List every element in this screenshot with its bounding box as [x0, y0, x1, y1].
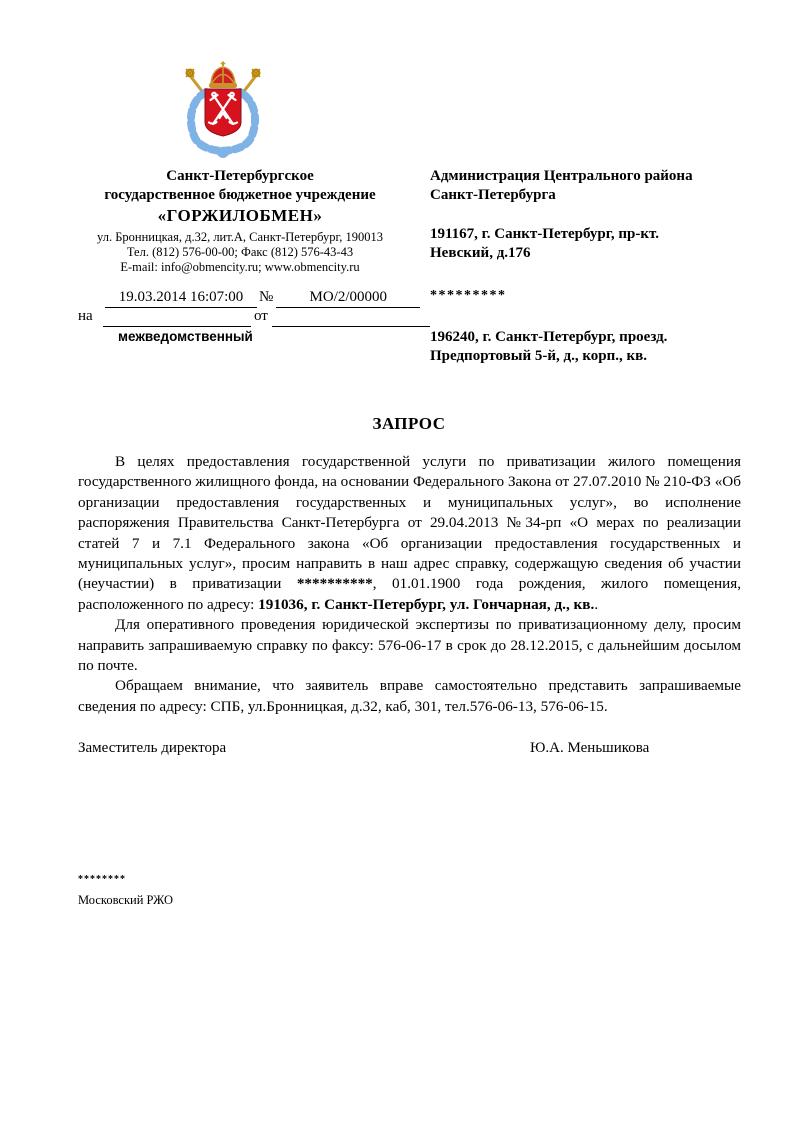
paragraph-2: Для оперативного проведения юридической экспертизы по приватизационному делу, просим направить запрашиваемую справку по факсу: 576-06-17 в срок до 28.12.2015, с дальнейшим досылом по почте. [78, 616, 741, 675]
letter-body [78, 452, 741, 717]
sender-address: ул. Бронницкая, д.32, лит.А, Санкт-Петербург, 190013 [97, 230, 383, 244]
reference-block [78, 289, 438, 344]
signer-name: Ю.А. Меньшикова [530, 740, 650, 756]
ot-label: от [254, 308, 268, 324]
paragraph-1 [78, 452, 741, 615]
spacer [430, 205, 760, 225]
sender-block [62, 167, 418, 275]
recipient-org-line2: Санкт-Петербурга [430, 187, 556, 203]
paragraph-1-property-address: 191036, г. Санкт-Петербург, ул. Гончарная, д., кв. [258, 595, 595, 613]
paragraph-1-end: . [594, 595, 599, 613]
na-label: на [78, 308, 93, 324]
recipient-address1-line1: 191167, г. Санкт-Петербург, пр-кт. [430, 226, 659, 242]
paragraph-1-text-2: , 01.01.1900 года рождения, жилого помещения, расположенного по адресу: [78, 575, 741, 613]
paragraph-1-masked-name: ********** [296, 575, 373, 593]
signature-row [78, 740, 741, 757]
reference-date-field: 19.03.2014 16:07:00 [105, 289, 257, 308]
footer-masked-code: ******** [78, 874, 126, 885]
recipient-org-line1: Администрация Центрального района [430, 168, 693, 184]
paragraph-1-text: В целях предоставления государственной услуги по приватизации жилого помещения государственного жилищного фонда, на основании Федерального Закона от 27.07.2010 № 210-ФЗ «Об организации предоставления государственных и муниципальных услуг», во исполнение распоряжения Правительства Санкт-Петербурга от 29.04.2013 №34-рп «О мерах по реализации статей 7 и 7.1 Федерального закона «Об организации предоставления государственных и муниципальных услуг», просим направить в наш адрес справку, содержащую сведения об участии (неучастии) в приватизации [78, 453, 741, 593]
spb-coat-of-arms-svg [176, 60, 270, 166]
paragraph-3: Обращаем внимание, что заявитель вправе самостоятельно представить запрашиваемые сведения по адресу: СПБ, ул.Бронницкая, д.32, каб, 301, тел.576-06-13, 576-06-15. [78, 677, 741, 715]
sender-email-web: E-mail: info@obmencity.ru; www.obmencity.ru [120, 260, 360, 274]
spb-coat-of-arms-icon [176, 60, 270, 166]
reference-kind-label: межведомственный [118, 329, 253, 344]
reference-ot-blank-field [272, 308, 430, 327]
reference-row-date-number [105, 289, 438, 308]
reference-na-blank-field [103, 308, 251, 327]
recipient-block [430, 167, 760, 366]
sender-phone-fax: Тел. (812) 576-00-00; Факс (812) 576-43-43 [126, 245, 354, 259]
sender-org-name: «ГОРЖИЛОБМЕН» [157, 206, 323, 225]
sender-org-line1: Санкт-Петербургское [166, 168, 314, 184]
footer-office-name: Московский РЖО [78, 893, 173, 907]
reference-number-field: МО/2/00000 [276, 289, 420, 308]
recipient-address2-line1: 196240, г. Санкт-Петербург, проезд. [430, 329, 668, 345]
recipient-address1-line2: Невский, д.176 [430, 245, 531, 261]
signer-position: Заместитель директора [78, 740, 227, 756]
sender-org-line2: государственное бюджетное учреждение [104, 187, 376, 203]
reference-row-na-ot [78, 308, 438, 327]
recipient-masked-name: ********* [430, 288, 507, 303]
spacer [430, 263, 760, 286]
recipient-address2-line2: Предпортовый 5-й, д., корп., кв. [430, 348, 647, 364]
number-sign-label: № [259, 289, 274, 305]
letter-title: ЗАПРОС [372, 414, 446, 433]
spacer [430, 305, 760, 328]
